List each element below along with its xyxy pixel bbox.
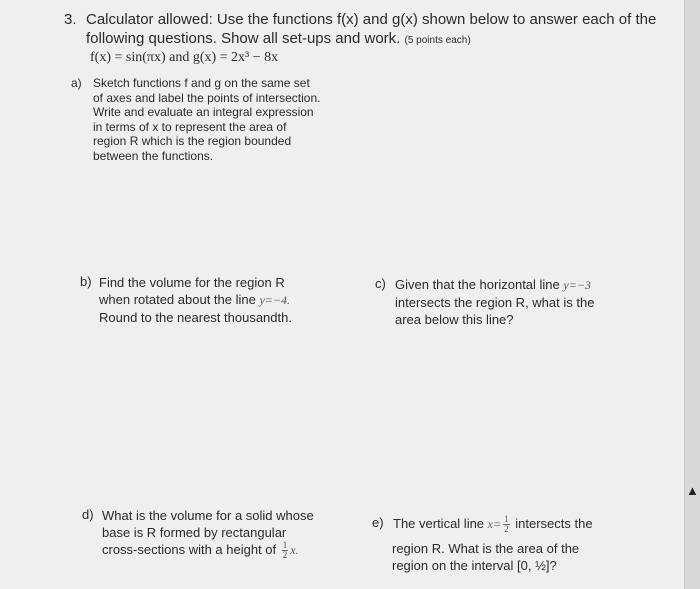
part-c-line2: intersects the region R, what is the — [395, 295, 595, 310]
part-d-line3-text: cross-sections with a height of — [102, 542, 277, 557]
part-a-line: Write and evaluate an integral expression — [93, 105, 314, 119]
part-a-line: region R which is the region bounded — [93, 134, 292, 148]
part-d-text — [102, 507, 314, 560]
part-c-line-equation: y=−3 — [563, 278, 591, 292]
part-c-line1-text: Given that the horizontal line — [395, 277, 560, 292]
part-c-label: c) — [375, 276, 386, 291]
part-b-line1: Find the volume for the region R — [99, 275, 285, 290]
part-d-line2: base is R formed by rectangular — [102, 525, 287, 540]
window-edge — [684, 0, 700, 589]
points-note: (5 points each) — [404, 35, 471, 46]
part-b-line3: Round to the nearest thousandth. — [99, 310, 292, 325]
part-e-line1-pre: The vertical line — [393, 515, 485, 531]
question-number: 3. — [64, 11, 77, 28]
question-prompt-line2 — [86, 30, 471, 47]
part-a-line: between the functions. — [93, 148, 214, 163]
part-c-text — [395, 276, 594, 328]
part-a-line: in terms of x to represent the area of — [93, 119, 287, 134]
part-d-label: d) — [82, 507, 94, 522]
fraction-denominator: 2 — [504, 524, 509, 534]
part-d-line1: What is the volume for a solid whose — [102, 508, 314, 523]
part-d-line3 — [102, 541, 314, 560]
part-e-text — [392, 540, 579, 574]
part-b-axis-equation: y=−4. — [259, 293, 290, 307]
part-d-height-variable: x. — [290, 543, 299, 557]
question-prompt-line1: Calculator allowed: Use the functions f(x) and g(x) shown below to answer each of the — [86, 11, 657, 28]
part-c-line3: area below this line? — [395, 312, 514, 327]
fraction-denominator: 2 — [282, 550, 288, 561]
fraction-numerator: 1 — [504, 514, 509, 524]
part-e-line3: region on the interval [0, ½]? — [392, 558, 557, 573]
part-e-label: e) — [372, 515, 384, 530]
part-a-label: a) — [71, 76, 82, 90]
part-e-fraction — [503, 515, 510, 534]
part-c-line1 — [395, 276, 594, 294]
part-e-line1 — [393, 515, 593, 534]
part-e-line-equation: x= — [487, 516, 502, 531]
part-d-fraction — [282, 541, 289, 560]
fraction-numerator: 1 — [282, 540, 288, 551]
mouse-pointer-icon: ▲ — [686, 483, 699, 498]
part-e-line2: region R. What is the area of the — [392, 541, 580, 556]
part-e-line1-post: intersects the — [515, 515, 593, 531]
part-a-line: of axes and label the points of intersection. — [93, 90, 321, 105]
part-b-line2 — [99, 291, 292, 309]
function-definitions: f(x) = sin(πx) and g(x) = 2x³ − 8x — [90, 50, 279, 65]
part-a-text — [93, 76, 353, 163]
part-b-line2-text: when rotated about the line — [99, 292, 256, 307]
part-b-label: b) — [80, 274, 92, 289]
question-prompt-line2-text: following questions. Show all set-ups and work. — [86, 30, 401, 47]
part-a-line: Sketch functions f and g on the same set — [93, 76, 310, 90]
part-b-text — [99, 274, 292, 326]
